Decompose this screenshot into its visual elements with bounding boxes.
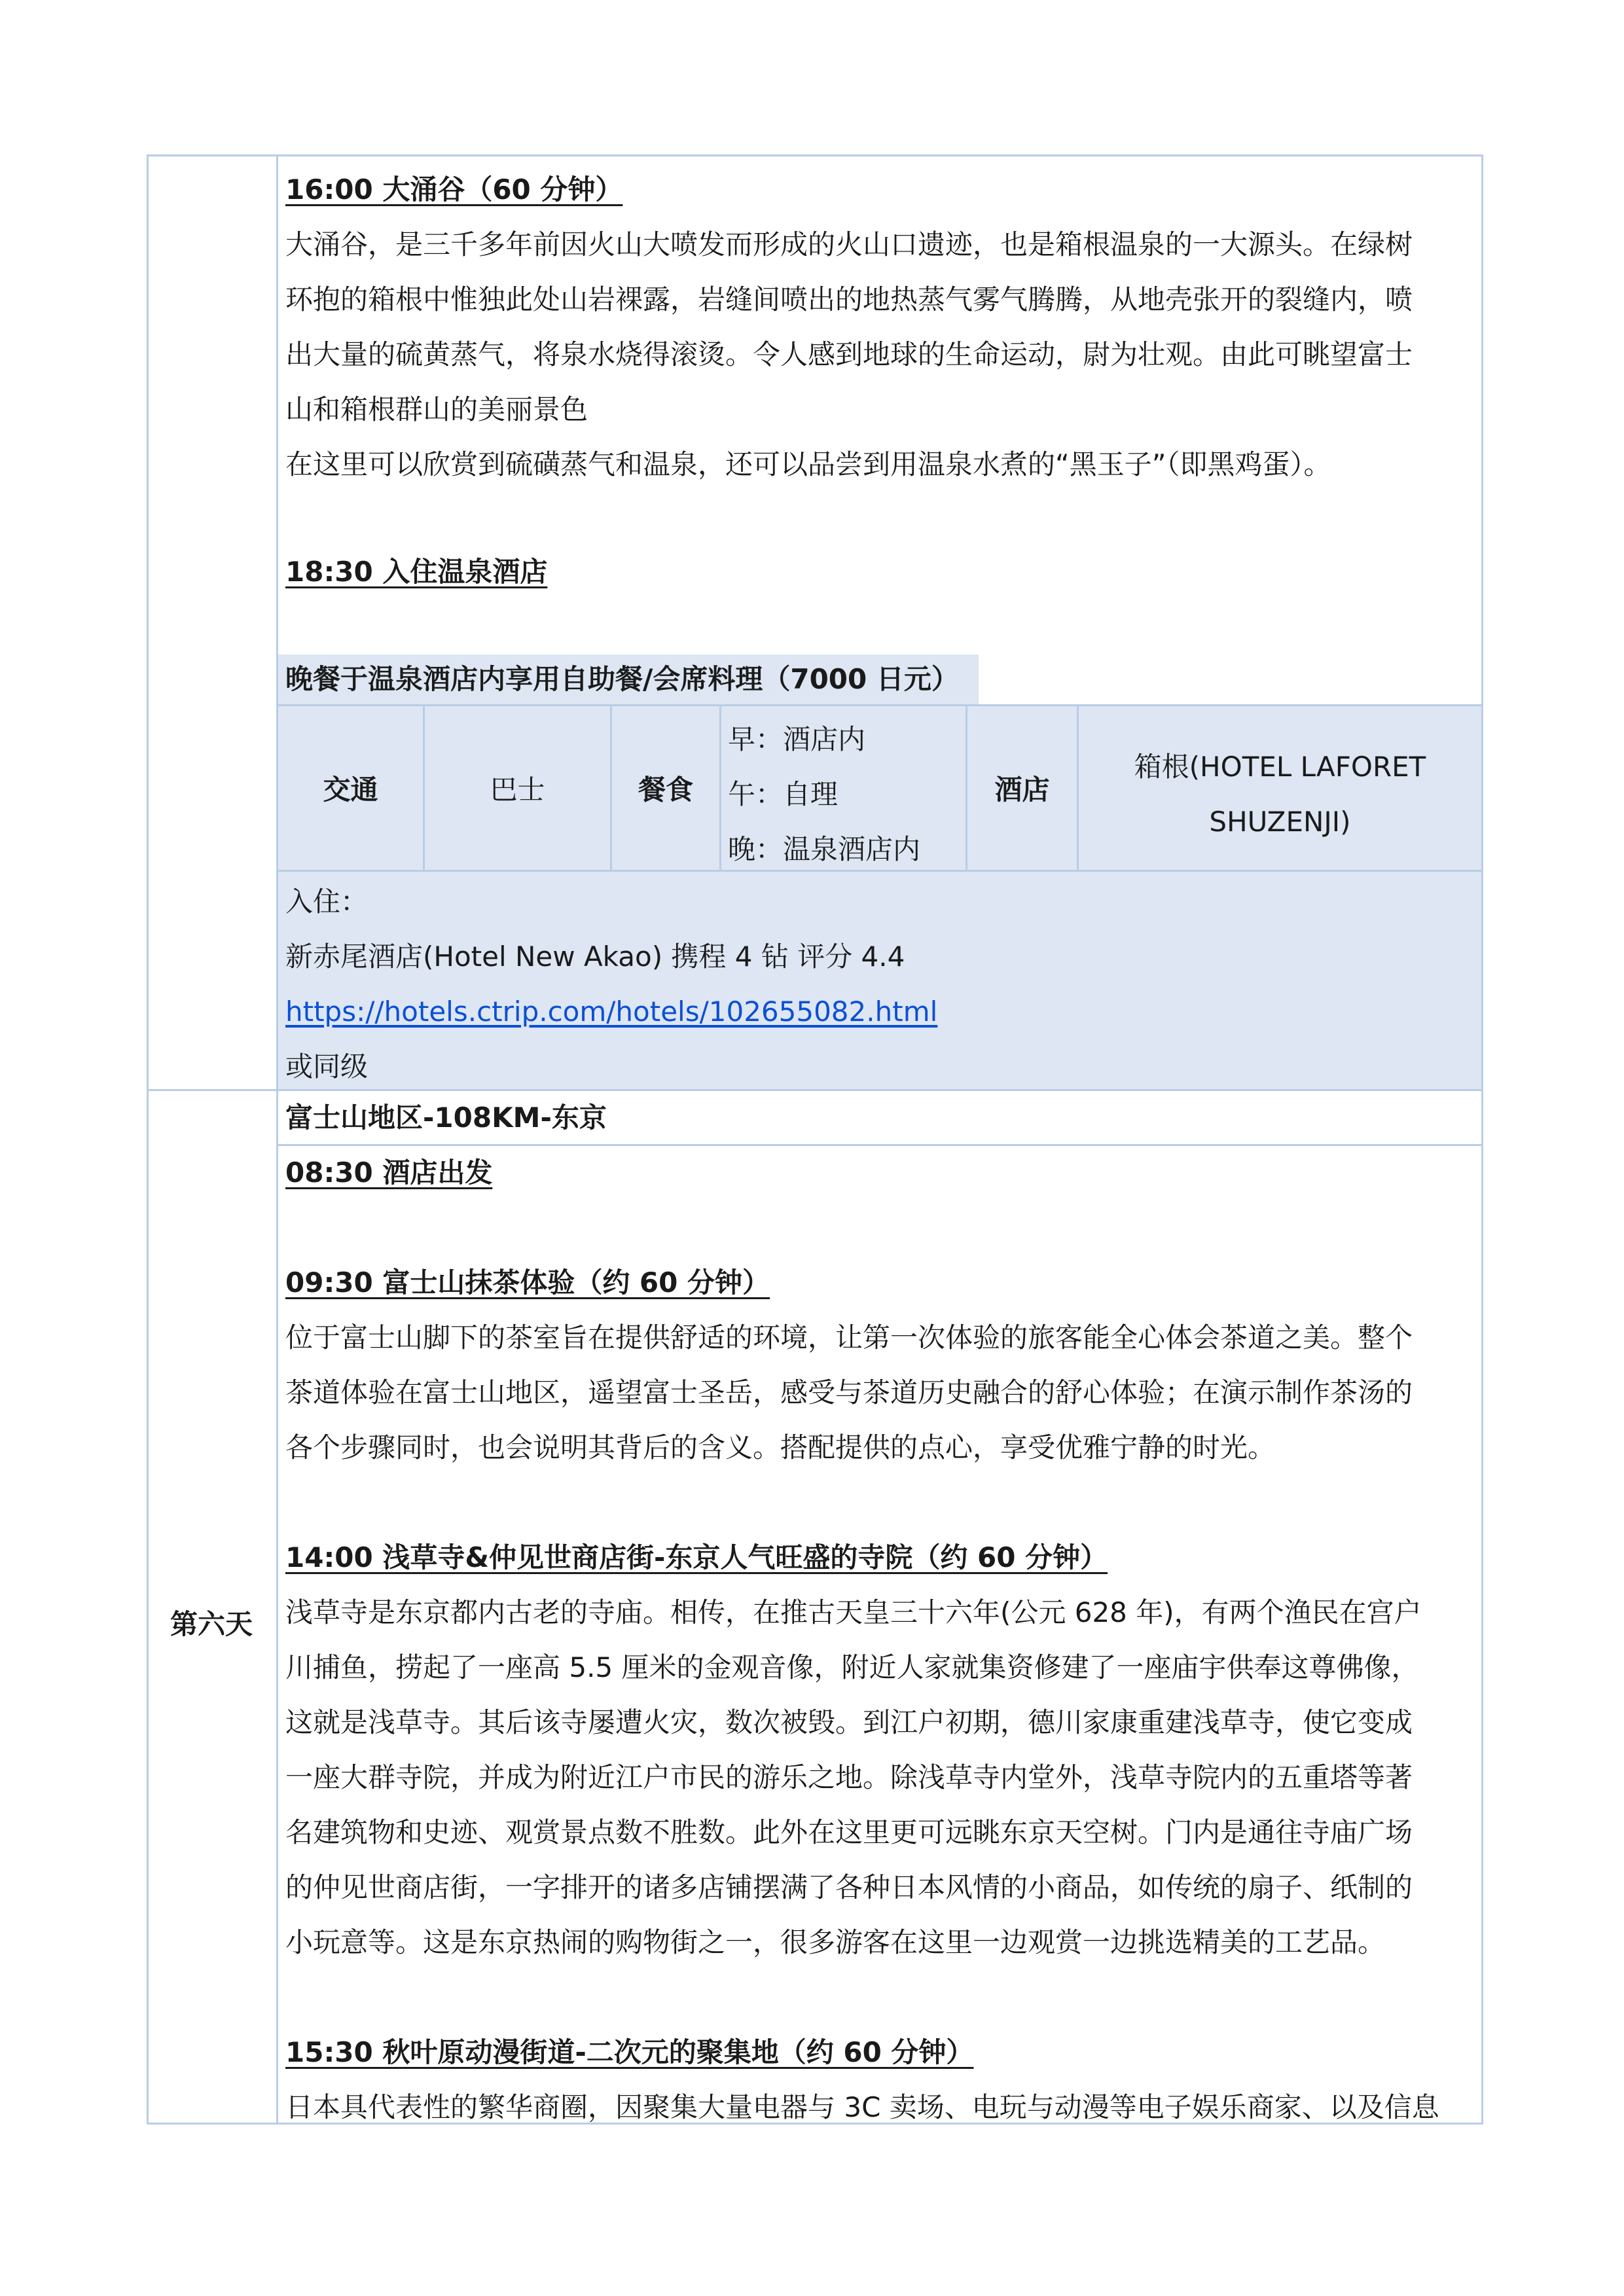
owakudani-text-line-5: 在这里可以欣赏到硫磺蒸气和温泉，还可以品尝到用温泉水煮的“黑玉子”（即黑鸡蛋）。 xyxy=(285,448,1331,480)
depart-heading: 08:30 酒店出发 xyxy=(285,1157,493,1189)
meal-breakfast: 早：酒店内 xyxy=(728,723,866,755)
table-border-right xyxy=(1481,154,1483,2125)
transport-label: 交通 xyxy=(323,773,378,806)
matcha-text-line-1: 位于富士山脚下的茶室旨在提供舒适的环境，让第一次体验的旅客能全心体会茶道之美。整个 xyxy=(285,1321,1413,1354)
sensoji-text-line-6: 的仲见世商店街，一字排开的诸多店铺摆满了各种日本风情的小商品，如传统的扇子、纸制的 xyxy=(285,1871,1413,1903)
hotel-value-line-1: 箱根(HOTEL LAFORET xyxy=(1134,751,1426,783)
route-line: 富士山地区-108KM-东京 xyxy=(285,1102,607,1134)
sensoji-heading: 14:00 浅草寺&仲见世商店街-东京人气旺盛的寺院（约 60 分钟） xyxy=(285,1541,1108,1573)
hotel-link[interactable]: https://hotels.ctrip.com/hotels/102655082.html xyxy=(285,996,938,1028)
dinner-line: 晚餐于温泉酒店内享用自助餐/会席料理（7000 日元） xyxy=(285,663,959,695)
stay-alternative: 或同级 xyxy=(285,1050,369,1083)
owakudani-text-line-4: 山和箱根群山的美丽景色 xyxy=(285,393,588,425)
matcha-text-line-2: 茶道体验在富士山地区，遥望富士圣岳，感受与茶道历史融合的舒心体验；在演示制作茶汤的 xyxy=(285,1376,1413,1408)
sensoji-text-line-1: 浅草寺是东京都内古老的寺庙。相传，在推古天皇三十六年(公元 628 年)，有两个渔民在宫户 xyxy=(285,1596,1422,1628)
owakudani-text-line-1: 大涌谷，是三千多年前因火山大喷发而形成的火山口遗迹，也是箱根温泉的一大源头。在绿树 xyxy=(285,228,1413,260)
stay-hotel-line: 新赤尾酒店(Hotel New Akao) 携程 4 钻 评分 4.4 xyxy=(285,941,905,973)
sensoji-text-line-4: 一座大群寺院，并成为附近江户市民的游乐之地。除浅草寺内堂外，浅草寺院内的五重塔等著 xyxy=(285,1761,1413,1793)
meal-dinner: 晚：温泉酒店内 xyxy=(728,833,921,865)
matcha-text-line-3: 各个步骤同时，也会说明其背后的含义。搭配提供的点心，享受优雅宁静的时光。 xyxy=(285,1431,1276,1463)
sensoji-text-line-3: 这就是浅草寺。其后该寺屡遭火灾，数次被毁。到江户初期，德川家康重建浅草寺，使它变成 xyxy=(285,1706,1413,1738)
hotel-value-line-2: SHUZENJI) xyxy=(1209,806,1351,838)
akiba-text-line-1: 日本具代表性的繁华商圈，因聚集大量电器与 3C 卖场、电玩与动漫等电子娱乐商家、以及信息 xyxy=(285,2091,1439,2123)
sensoji-text-line-5: 名建筑物和史迹、观赏景点数不胜数。此外在这里更可远眺东京天空树。门内是通往寺庙广场 xyxy=(285,1816,1413,1848)
day-column-divider xyxy=(276,154,278,2125)
stay-label: 入住： xyxy=(285,886,369,918)
hotel-label: 酒店 xyxy=(994,773,1050,806)
hotel-value xyxy=(1079,740,1481,850)
sensoji-text-line-2: 川捕鱼，捞起了一座高 5.5 厘米的金观音像，附近人家就集资修建了一座庙宇供奉这尊佛像， xyxy=(285,1651,1419,1683)
day-label: 第六天 xyxy=(170,1608,253,1640)
checkin-heading: 18:30 入住温泉酒店 xyxy=(285,556,548,588)
owakudani-text-line-3: 出大量的硫黄蒸气，将泉水烧得滚烫。令人感到地球的生命运动，尉为壮观。由此可眺望富士 xyxy=(285,338,1413,370)
meal-lunch: 午：自理 xyxy=(728,778,839,810)
table-border-top xyxy=(147,154,1483,156)
transport-value: 巴士 xyxy=(490,773,545,806)
owakudani-heading: 16:00 大涌谷（60 分钟） xyxy=(285,173,623,206)
meal-values xyxy=(728,712,964,877)
meal-label: 餐食 xyxy=(638,773,693,806)
sensoji-text-line-7: 小玩意等。这是东京热闹的购物街之一，很多游客在这里一边观赏一边挑选精美的工艺品。 xyxy=(285,1926,1386,1958)
matcha-heading: 09:30 富士山抹茶体验（约 60 分钟） xyxy=(285,1266,770,1299)
info-col-3 xyxy=(719,704,721,871)
table-border-left xyxy=(147,154,149,2125)
owakudani-text-line-2: 环抱的箱根中惟独此处山岩裸露，岩缝间喷出的地热蒸气雾气腾腾，从地壳张开的裂缝内，喷 xyxy=(285,283,1413,315)
akiba-heading: 15:30 秋叶原动漫街道-二次元的聚集地（约 60 分钟） xyxy=(285,2036,974,2068)
